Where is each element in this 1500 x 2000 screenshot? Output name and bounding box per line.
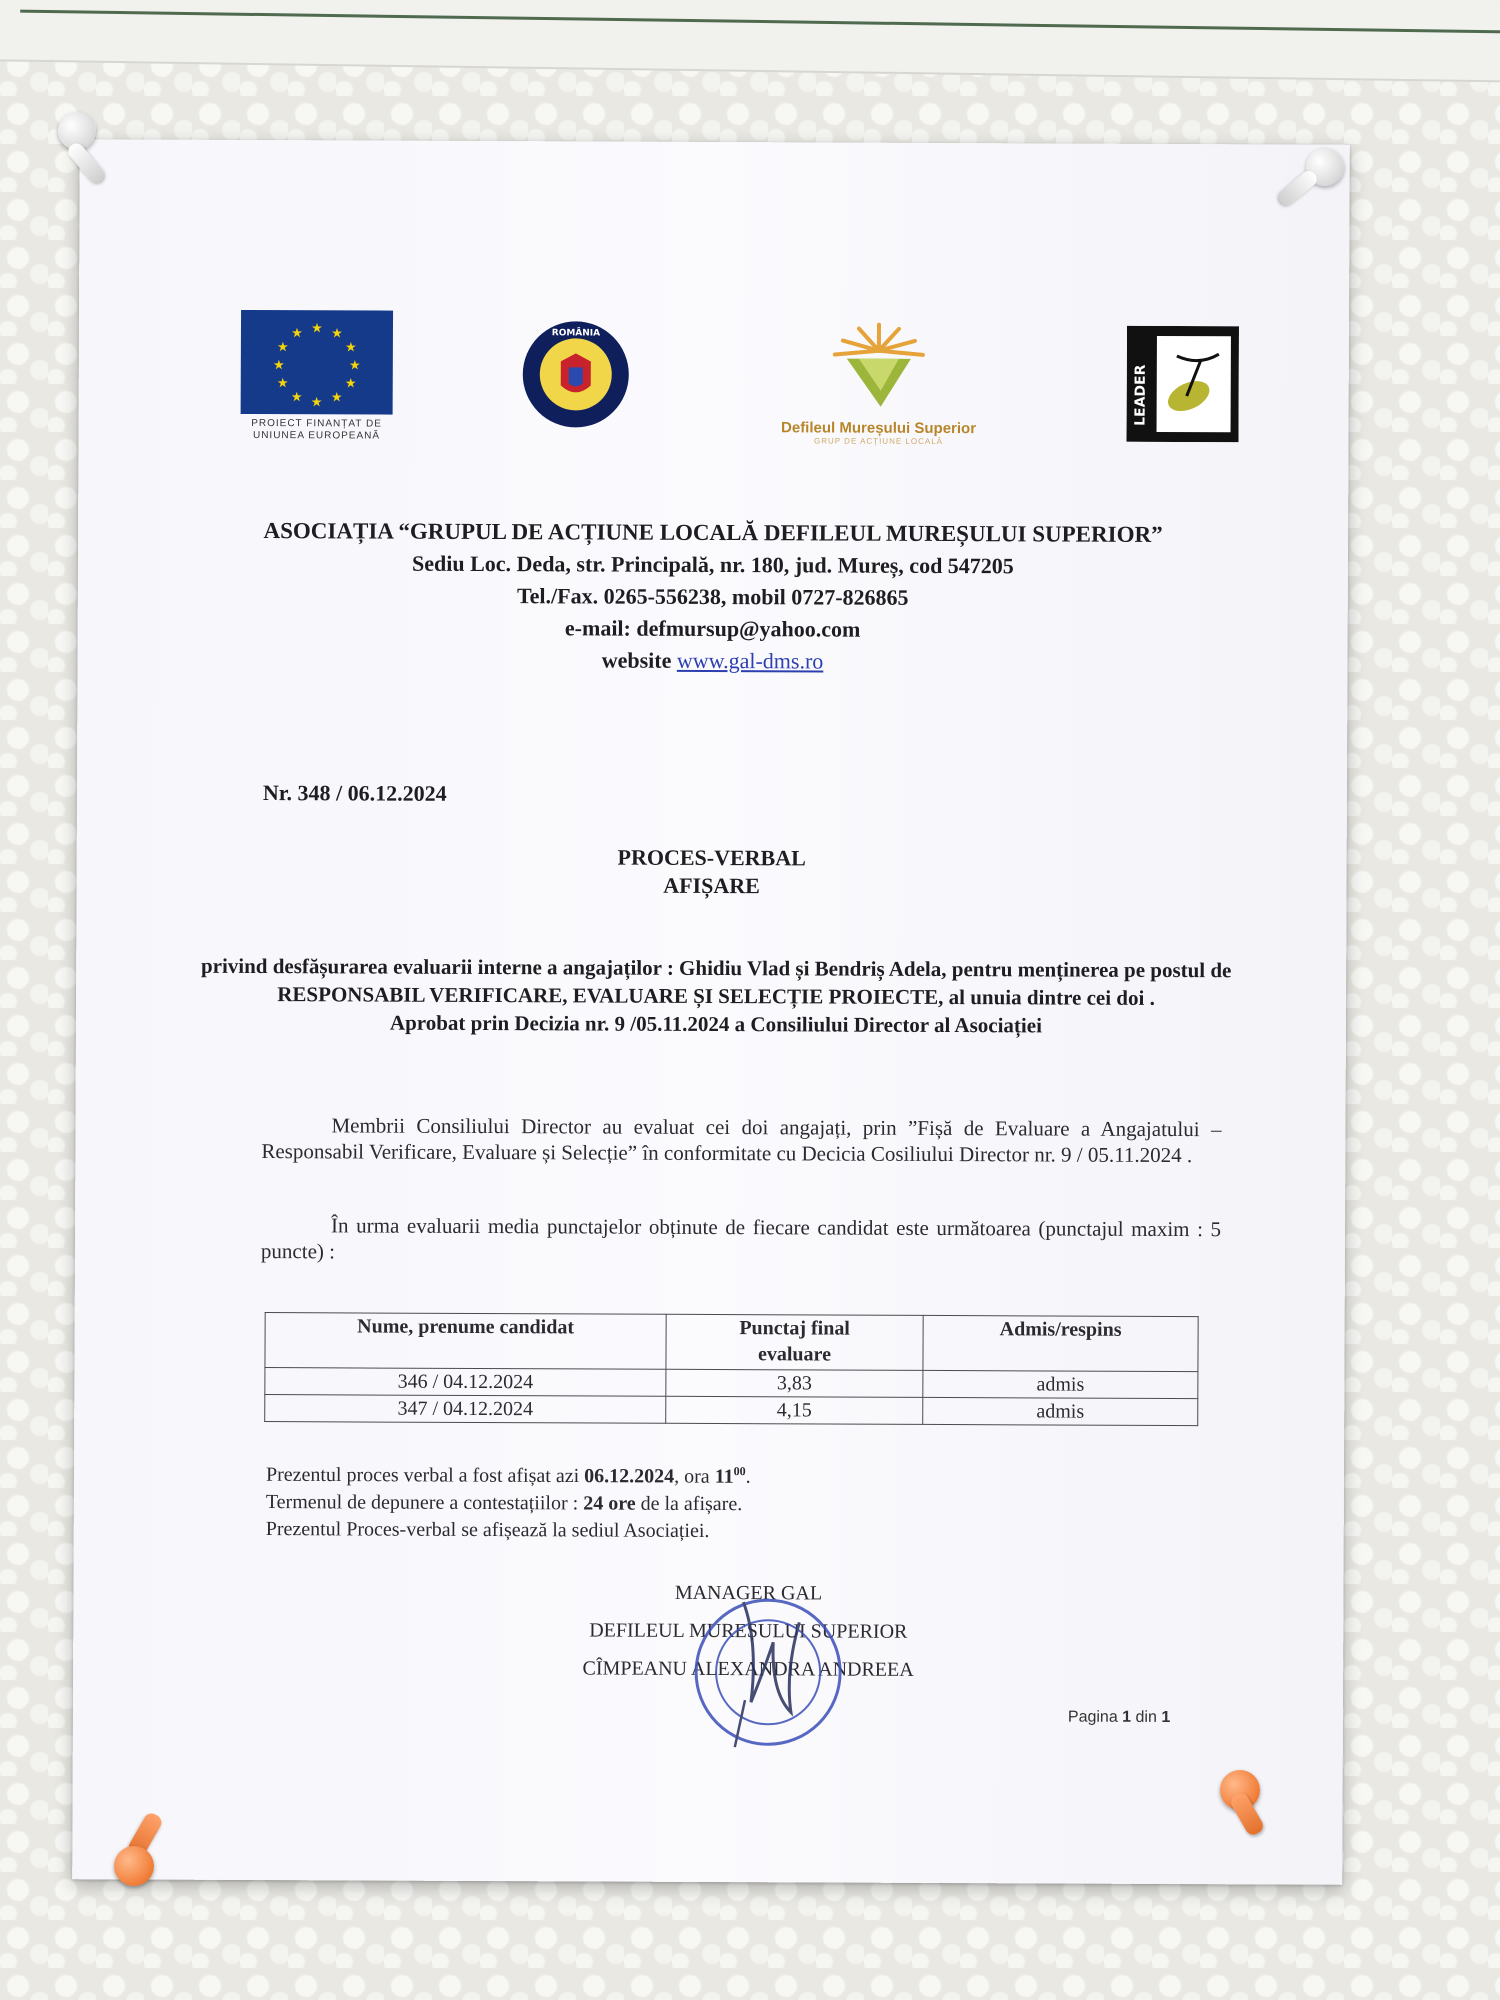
svg-text:★: ★	[291, 326, 303, 342]
document-title-line2: AFIȘARE	[663, 872, 760, 899]
table-header-row	[265, 1313, 1198, 1372]
svg-text:LEADER: LEADER	[1132, 364, 1149, 426]
organization-header	[77, 514, 1348, 680]
svg-text:ROMÂNIA: ROMÂNIA	[551, 328, 601, 339]
table-row	[265, 1395, 1198, 1426]
website-label: website	[601, 647, 677, 673]
posting-date: 06.12.2024	[584, 1465, 675, 1488]
svg-text:★: ★	[311, 321, 323, 337]
cell-candidate: 347 / 04.12.2024	[265, 1395, 666, 1424]
appeal-deadline-value: 24 ore	[583, 1492, 636, 1515]
handwritten-signature-icon	[743, 1602, 799, 1712]
cell-candidate: 346 / 04.12.2024	[265, 1368, 666, 1397]
svg-text:★: ★	[290, 390, 303, 406]
posting-hour: 11	[714, 1465, 734, 1488]
document-number: Nr. 348 / 06.12.2024	[262, 780, 447, 806]
paragraph-results-text: În urma evaluarii media punctajelor obținute de fiecare candidat este următoarea (punctajul maxim : 5 puncte) :	[260, 1213, 1222, 1264]
background-paper-strip	[0, 0, 1500, 83]
organization-title: ASOCIAȚIA “GRUPUL DE ACȚIUNE LOCALĂ DEFILEUL MUREȘULUI SUPERIOR”	[263, 518, 1163, 547]
cell-score: 4,15	[666, 1396, 923, 1424]
ministry-seal-logo	[521, 319, 632, 434]
svg-text:★: ★	[330, 390, 343, 406]
romania-coat-of-arms-icon	[521, 319, 631, 429]
signature-name: CÎMPEANU ALEXANDRA ANDREEA	[582, 1657, 914, 1681]
table-row	[265, 1368, 1198, 1399]
eu-logo	[240, 310, 393, 443]
posting-time-prefix: Prezentul proces verbal a fost afișat azi	[265, 1463, 585, 1488]
posting-time-mid: , ora	[674, 1465, 715, 1488]
signature-role: MANAGER GAL	[674, 1581, 823, 1605]
svg-text:★: ★	[272, 358, 285, 374]
cell-result: admis	[923, 1397, 1198, 1425]
eu-caption-line1: PROIECT FINANȚAT DE	[251, 417, 382, 430]
svg-text:★: ★	[276, 376, 289, 392]
paragraph-evaluation-text: Membrii Consiliului Director au evaluat cei doi angajați, prin ”Fișă de Evaluare a Angajatului – Responsabil Verificare, Evaluare și Selecție” în conformitate cu Decicia Cosiliului Director nr. 9 / 05.11.2024 .	[261, 1113, 1222, 1168]
svg-text:★: ★	[310, 395, 323, 411]
document-title	[76, 841, 1346, 903]
svg-text:★: ★	[344, 376, 357, 392]
svg-text:★: ★	[348, 358, 361, 374]
document-title-line1: PROCES-VERBAL	[617, 844, 806, 871]
paragraph-evaluation	[261, 1112, 1221, 1168]
gal-logo-name: Defileul Mureșului Superior	[780, 419, 977, 438]
column-header-score: Punctaj final evaluare	[666, 1314, 923, 1370]
website-link[interactable]: www.gal-dms.ro	[676, 647, 824, 674]
svg-text:★: ★	[345, 340, 357, 356]
column-header-candidate: Nume, prenume candidat	[265, 1313, 666, 1370]
posting-details	[266, 1456, 751, 1545]
page-indicator	[1068, 1709, 1170, 1727]
cell-result: admis	[923, 1370, 1198, 1398]
notice-document	[72, 139, 1350, 1885]
page-label-prefix: Pagina	[1067, 1708, 1123, 1726]
approval-text: Aprobat prin Decizia nr. 9 /05.11.2024 a Consiliului Director al Asociației	[389, 1010, 1042, 1038]
paragraph-results	[261, 1212, 1221, 1268]
appeal-deadline-suffix: de la afișare.	[635, 1492, 743, 1515]
posting-minutes: 00	[733, 1464, 746, 1479]
svg-text:★: ★	[277, 340, 289, 356]
subject-text: privind desfășurarea evaluarii interne a angajaților : Ghidiu Vlad și Bendriș Adela, pentru menținerea pe postul de RESPONSABIL VERIFICARE, EVALUARE ȘI SELECȚIE PROIECTE, al unuia dintre cei doi .	[200, 953, 1232, 1010]
results-table	[264, 1312, 1198, 1426]
subject-block	[76, 951, 1346, 1041]
posting-time-line	[266, 1456, 751, 1491]
cell-score: 3,83	[666, 1369, 923, 1397]
organization-address: Sediu Loc. Deda, str. Principală, nr. 180, jud. Mureș, cod 547205	[411, 550, 1014, 579]
official-stamp-icon	[673, 1582, 864, 1753]
appeal-deadline-line	[266, 1489, 751, 1518]
organization-email: e-mail: defmursup@yahoo.com	[564, 615, 861, 642]
logo-row	[78, 309, 1349, 475]
posting-location-line: Prezentul Proces-verbal se afișează la sediul Asociației.	[265, 1517, 710, 1542]
eu-flag-icon	[241, 310, 393, 415]
page-current: 1	[1122, 1708, 1132, 1726]
column-header-result: Admis/respins	[923, 1315, 1198, 1371]
organization-phone: Tel./Fax. 0265-556238, mobil 0727-826865	[516, 583, 909, 610]
appeal-deadline-prefix: Termenul de depunere a contestațiilor :	[265, 1490, 584, 1515]
organization-website	[77, 642, 1347, 680]
signature-organization: DEFILEUL MUREȘULUI SUPERIOR	[589, 1619, 908, 1643]
posting-time-end: .	[745, 1465, 751, 1488]
page-label-mid: din	[1131, 1708, 1162, 1726]
svg-text:★: ★	[331, 326, 343, 342]
leader-icon	[1126, 326, 1239, 442]
sun-valley-icon	[829, 321, 929, 411]
eu-caption-line2: UNIUNEA EUROPEANĂ	[252, 429, 381, 442]
gal-logo-subtitle: GRUP DE ACȚIUNE LOCALĂ	[813, 436, 944, 447]
page-total: 1	[1161, 1708, 1171, 1727]
leader-logo	[1126, 326, 1239, 447]
gal-logo	[758, 320, 999, 446]
